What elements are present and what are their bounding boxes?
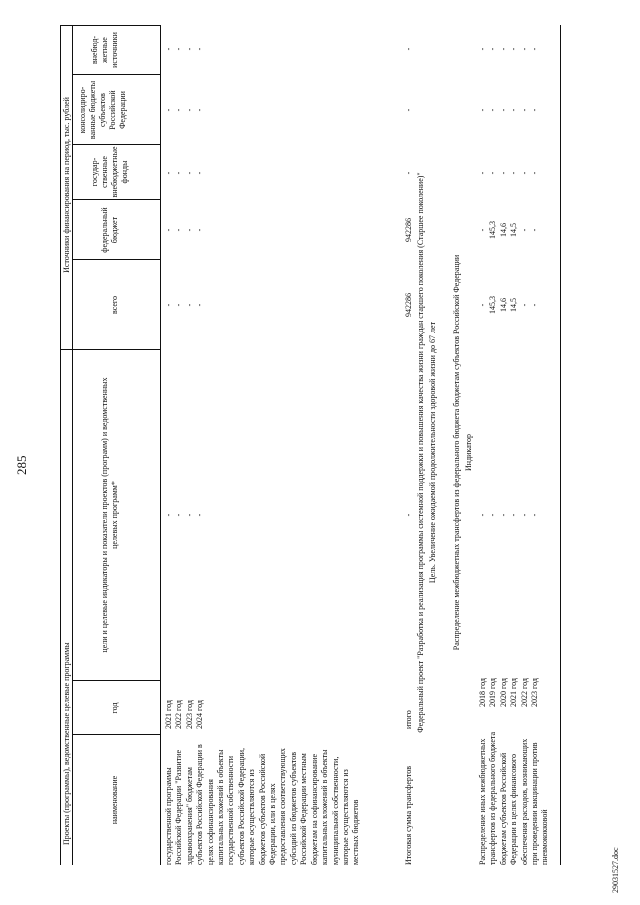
- state-cell: -: [519, 171, 529, 175]
- col-divider: [72, 74, 160, 75]
- state-cell: -: [498, 171, 508, 175]
- state-cell: -: [164, 171, 173, 175]
- extra-cell: -: [529, 47, 539, 51]
- block1-label: государственной программы Российской Федерации "Развитие здравоохранения" бюджетам субъектов Российской Федерации в целях софинансирования капитальных вложений в объекты государственной собственности субъектов Российской Федерации, которые осуществляются из бюджетов субъектов Российской Федерации, или в целях предоставления соответствующих субсидий из бюджетов субъектов Российской Федерации местным бюджетам на софинансирование капитальных вложений в объекты муниципальной собственности, которые осуществляются из местных бюджетов: [164, 744, 361, 865]
- total-row-label: Итоговая сумма трансфертов: [404, 766, 413, 865]
- state-cell: -: [509, 171, 519, 175]
- year-cell: 2021 год: [164, 700, 173, 729]
- year-cell: 2018 год: [478, 678, 487, 707]
- total-row-consolidated: -: [404, 108, 413, 112]
- total-row-total: 942286: [404, 293, 413, 317]
- total-cell: -: [195, 303, 205, 307]
- consolidated-cell: -: [478, 108, 487, 112]
- total-row-year: итого: [404, 710, 413, 729]
- goal-cell: -: [174, 513, 184, 517]
- extra-cell: -: [519, 47, 529, 51]
- block1-total-col: [164, 295, 206, 315]
- block1-extra-col: [164, 39, 206, 59]
- col-header-extrabudget: внебюд-жетные источники: [90, 32, 119, 68]
- federal-cell: -: [195, 228, 205, 232]
- extra-cell: -: [498, 47, 508, 51]
- col-header-goals: цели и целевые индикаторы и показатели проектов (программ) и ведомственных целевых программ*: [100, 377, 119, 653]
- block1-years: [164, 700, 206, 729]
- total-cell: 14,5: [509, 298, 519, 312]
- consolidated-cell: -: [174, 108, 184, 112]
- extra-cell: -: [509, 47, 519, 51]
- goal-cell: -: [498, 513, 508, 517]
- total-cell: -: [184, 303, 194, 307]
- page-number: 285: [14, 455, 29, 475]
- col-header-total: всего: [110, 296, 119, 315]
- federal-cell: -: [164, 228, 173, 232]
- year-cell: 2024 год: [195, 700, 205, 729]
- page-bottom-rule: [560, 25, 561, 865]
- consolidated-cell: -: [488, 108, 498, 112]
- goal-cell: -: [478, 513, 487, 517]
- total-row-extra: -: [404, 47, 413, 51]
- total-cell: 145,3: [488, 296, 498, 314]
- block2-extra-col: [478, 39, 540, 59]
- goal-line: Цель. Увеличение ожидаемой продолжительности здоровой жизни до 67 лет: [428, 321, 437, 584]
- header-group-right: Источники финансирования на период, тыс. рублей: [62, 97, 71, 273]
- state-cell: -: [174, 171, 184, 175]
- goal-cell: -: [164, 513, 173, 517]
- consolidated-cell: -: [498, 108, 508, 112]
- state-cell: -: [478, 171, 487, 175]
- extra-cell: -: [488, 47, 498, 51]
- total-cell: -: [478, 303, 487, 307]
- consolidated-cell: -: [164, 108, 173, 112]
- total-cell: 14,6: [498, 298, 508, 312]
- total-row-state: -: [404, 171, 413, 175]
- indicator-label: Индикатор: [464, 434, 473, 471]
- document-id: 29031527.doc: [611, 847, 620, 893]
- top-rule: [60, 25, 61, 865]
- total-cell: -: [529, 303, 539, 307]
- col-header-federal: федеральный бюджет: [100, 207, 119, 253]
- federal-project-title: Федеральный проект "Разработка и реализация программы системной поддержки и повышения качества жизни граждан старшего поколения (Старшее поколение)": [416, 172, 425, 733]
- total-row-federal: 942286: [404, 218, 413, 242]
- header-sub-rule: [72, 25, 73, 865]
- federal-cell: -: [184, 228, 194, 232]
- col-header-name: наименование: [110, 775, 119, 825]
- total-cell: -: [519, 303, 529, 307]
- extra-cell: -: [174, 47, 184, 51]
- total-row-goal: -: [404, 513, 413, 517]
- block2-total-col: [478, 290, 540, 320]
- year-cell: 2023 год: [184, 700, 194, 729]
- block1-federal-col: [164, 220, 206, 240]
- header-group-left: Проекты (программы), ведомственные целевые программы: [62, 642, 71, 845]
- col-header-consolidated: консолидиро-ванные бюджеты субъектов Российской Федерации: [78, 80, 127, 140]
- state-cell: -: [529, 171, 539, 175]
- block1-state-col: [164, 163, 206, 183]
- consolidated-cell: -: [529, 108, 539, 112]
- extra-cell: -: [164, 47, 173, 51]
- header-bottom-rule: [160, 25, 161, 865]
- block2-years: [478, 678, 540, 707]
- federal-cell: 14,5: [509, 223, 519, 237]
- extra-cell: -: [478, 47, 487, 51]
- federal-cell: -: [519, 228, 529, 232]
- extra-cell: -: [184, 47, 194, 51]
- year-cell: 2023 год: [529, 678, 539, 707]
- state-cell: -: [195, 171, 205, 175]
- consolidated-cell: -: [519, 108, 529, 112]
- federal-cell: 145,3: [488, 221, 498, 239]
- state-cell: -: [488, 171, 498, 175]
- year-cell: 2022 год: [174, 700, 184, 729]
- block2-state-col: [478, 163, 540, 183]
- total-cell: -: [164, 303, 173, 307]
- year-cell: 2022 год: [519, 678, 529, 707]
- block2-goal-col: [478, 505, 540, 525]
- goal-cell: -: [195, 513, 205, 517]
- federal-cell: -: [529, 228, 539, 232]
- col-divider: [72, 199, 160, 200]
- extra-cell: -: [195, 47, 205, 51]
- state-cell: -: [184, 171, 194, 175]
- total-cell: -: [174, 303, 184, 307]
- block1-consolidated-col: [164, 100, 206, 120]
- year-cell: 2020 год: [498, 678, 508, 707]
- distribution-line: Распределение межбюджетных трансфертов из федерального бюджета бюджетам субъектов Российской Федерации: [452, 254, 461, 651]
- goal-cell: -: [488, 513, 498, 517]
- col-header-state-funds: государ-ственные внебюджетные фонды: [90, 146, 129, 198]
- goal-cell: -: [509, 513, 519, 517]
- federal-cell: -: [478, 228, 487, 232]
- consolidated-cell: -: [184, 108, 194, 112]
- col-header-year: год: [110, 702, 119, 714]
- block2-federal-col: [478, 215, 540, 245]
- goal-cell: -: [184, 513, 194, 517]
- federal-cell: -: [174, 228, 184, 232]
- goal-cell: -: [529, 513, 539, 517]
- year-cell: 2019 год: [488, 678, 498, 707]
- year-cell: 2021 год: [509, 678, 519, 707]
- block1-goal-col: [164, 505, 206, 525]
- block2-label: Распределение иных межбюджетных трансфертов из федерального бюджета бюджетам субъектов Российской Федерации в целях финансового обеспечения расходов, возникающих при проведении вакцинации против пневмококковой: [478, 731, 550, 865]
- federal-cell: 14,6: [498, 223, 508, 237]
- consolidated-cell: -: [509, 108, 519, 112]
- consolidated-cell: -: [195, 108, 205, 112]
- goal-cell: -: [519, 513, 529, 517]
- col-divider: [60, 25, 160, 26]
- block2-consolidated-col: [478, 100, 540, 120]
